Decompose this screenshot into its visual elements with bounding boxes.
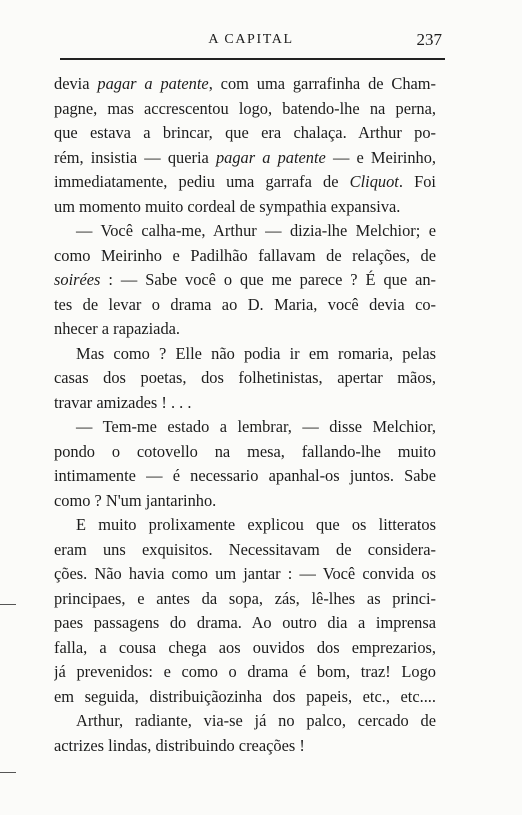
text-segment: principaes, e antes da sopa, zás, lê-lhes as princi- bbox=[54, 588, 436, 608]
text-segment: pagne, mas accrescentou logo, batendo-lhe na perna, bbox=[54, 98, 436, 118]
text-line bbox=[54, 317, 436, 342]
text-line bbox=[54, 587, 436, 612]
margin-mark bbox=[0, 772, 16, 773]
italic-segment: soirées bbox=[54, 270, 101, 289]
text-segment: Arthur, radiante, via-se já no palco, cercado de bbox=[76, 711, 436, 730]
text-segment: como Meirinho e Padilhão fallavam de relações, de bbox=[54, 245, 436, 265]
text-segment: eram uns exquisitos. Necessitavam de considera- bbox=[54, 539, 436, 559]
page-number: 237 bbox=[416, 30, 442, 49]
text-line bbox=[54, 342, 436, 367]
text-segment: actrizes lindas, distribuindo creações ! bbox=[54, 735, 305, 755]
text-segment: tes de levar o drama ao D. Maria, você devia co- bbox=[54, 294, 436, 314]
italic-segment: pagar a patente bbox=[97, 74, 209, 93]
margin-mark bbox=[0, 604, 16, 605]
italic-segment: Cliquot bbox=[349, 172, 399, 191]
text-line bbox=[54, 391, 436, 416]
text-line bbox=[54, 685, 436, 710]
text-segment: — Você calha-me, Arthur — dizia-lhe Melchior; e bbox=[76, 221, 436, 240]
text-line bbox=[54, 611, 436, 636]
text-segment: , com uma garrafinha de Cham- bbox=[208, 74, 436, 93]
text-line bbox=[54, 195, 436, 220]
text-segment: pondo o cotovello na mesa, fallando-lhe muito bbox=[54, 441, 436, 461]
text-segment: ções. Não havia como um jantar : — Você convida os bbox=[54, 564, 436, 583]
text-line bbox=[54, 709, 436, 734]
text-segment: Mas como ? Elle não podia ir em romaria, pelas bbox=[76, 343, 436, 363]
text-segment: E muito prolixamente explicou que os litteratos bbox=[76, 515, 436, 534]
text-line bbox=[54, 464, 436, 489]
text-line bbox=[54, 562, 436, 587]
text-line bbox=[54, 170, 436, 195]
text-segment: rém, insistia — queria bbox=[54, 147, 216, 167]
text-segment: intimamente — é necessario apanhal-os juntos. Sabe bbox=[54, 466, 436, 485]
text-line bbox=[54, 219, 436, 244]
text-segment: um momento muito cordeal de sympathia expansiva. bbox=[54, 196, 401, 216]
text-segment: paes passagens do drama. Ao outro dia a imprensa bbox=[54, 613, 436, 632]
text-line bbox=[54, 146, 436, 171]
text-line bbox=[54, 293, 436, 318]
text-segment: . Foi bbox=[398, 172, 436, 191]
text-line bbox=[54, 636, 436, 661]
text-segment: : — Sabe você o que me parece ? É que an- bbox=[100, 270, 436, 289]
text-segment: como ? N'um jantarinho. bbox=[54, 490, 217, 510]
text-segment: já prevenidos: e como o drama é bom, traz! Logo bbox=[54, 662, 436, 681]
text-line bbox=[54, 121, 436, 146]
text-line bbox=[54, 244, 436, 269]
page-header bbox=[60, 30, 442, 56]
text-line bbox=[54, 734, 436, 759]
text-line bbox=[54, 72, 436, 97]
text-line bbox=[54, 440, 436, 465]
text-segment: falla, a cousa chega aos ouvidos dos emprezarios, bbox=[54, 637, 436, 657]
text-segment: — e Meirinho, bbox=[325, 147, 436, 167]
text-line bbox=[54, 366, 436, 391]
text-segment: travar amizades ! . . . bbox=[54, 392, 192, 412]
text-segment: em seguida, distribuiçãozinha dos papeis, etc., etc.... bbox=[54, 686, 436, 706]
text-line bbox=[54, 538, 436, 563]
text-line bbox=[54, 660, 436, 685]
header-rule bbox=[60, 58, 445, 60]
text-line bbox=[54, 489, 436, 514]
text-line bbox=[54, 415, 436, 440]
text-segment: casas dos poetas, dos folhetinistas, apertar mãos, bbox=[54, 368, 436, 387]
text-line bbox=[54, 268, 436, 293]
italic-segment: pagar a patente bbox=[215, 147, 326, 167]
text-segment: devia bbox=[54, 74, 98, 93]
text-segment: que estava a brincar, que era chalaça. Arthur po- bbox=[54, 123, 436, 142]
text-segment: immediatamente, pediu uma garrafa de bbox=[54, 172, 350, 191]
text-line bbox=[54, 97, 436, 122]
text-segment: — Tem-me estado a lembrar, — disse Melchior, bbox=[76, 417, 436, 436]
text-line bbox=[54, 513, 436, 538]
body-text bbox=[54, 72, 436, 758]
running-title: A CAPITAL bbox=[208, 32, 294, 47]
text-segment: nhecer a rapaziada. bbox=[54, 319, 181, 338]
